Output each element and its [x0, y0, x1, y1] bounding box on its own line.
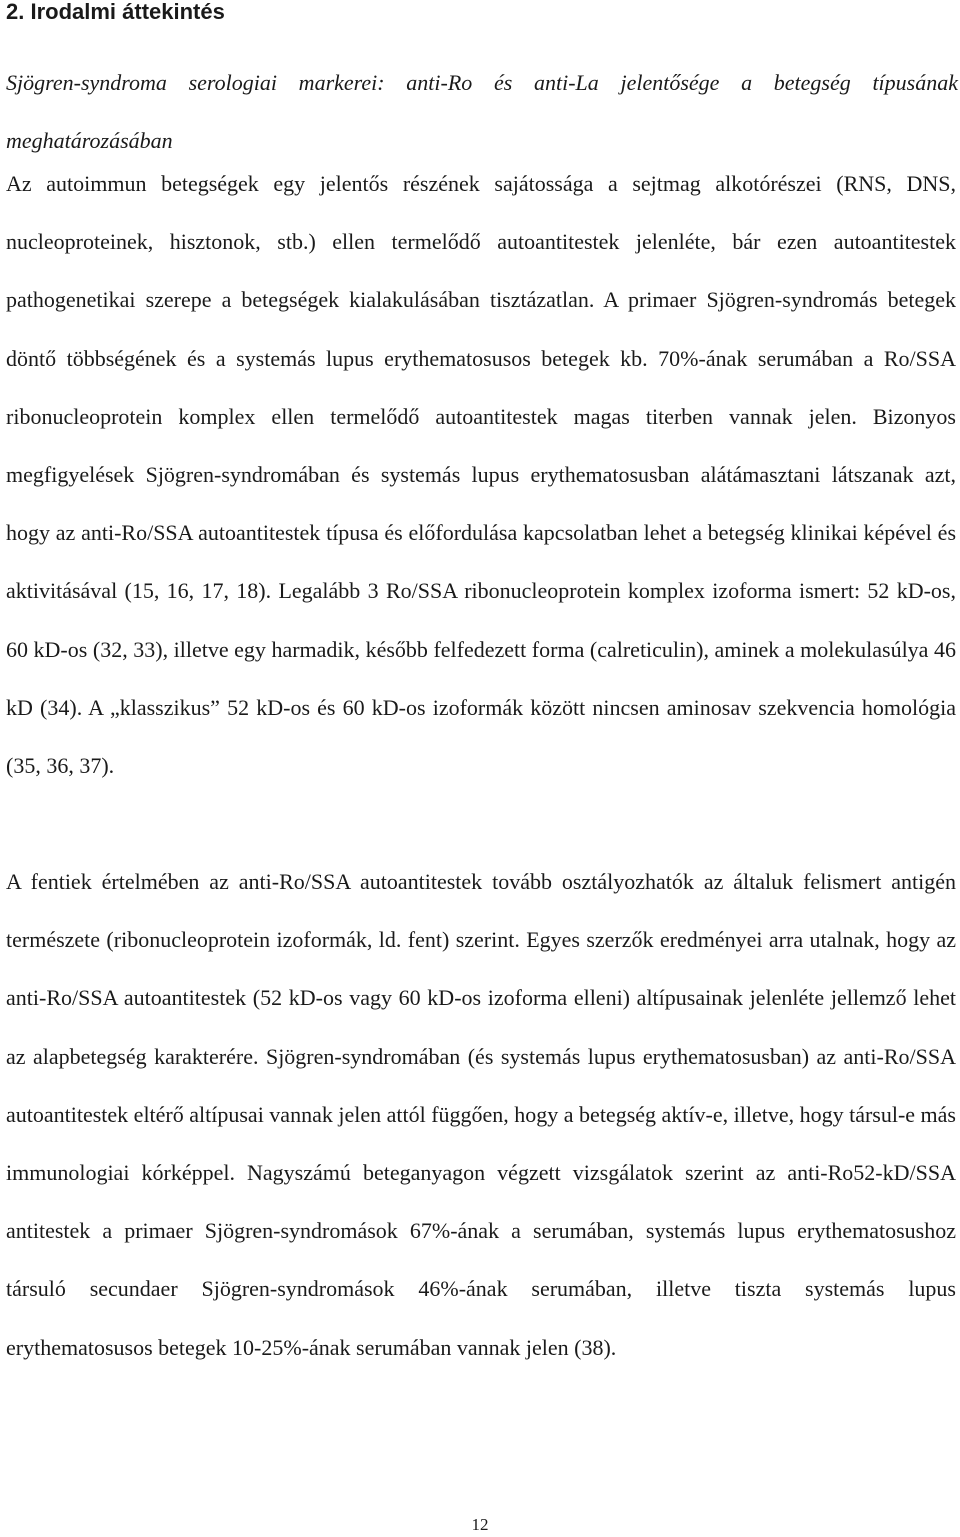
body-paragraph-1: Az autoimmun betegségek egy jelentős részének sajátossága a sejtmag alkotórészei (RNS, DNS, nucleoproteinek, hisztonok, stb.) ellen termelődő autoantitestek jelenléte, bár ezen autoantitestek pathogenetikai szerepe a betegségek kialakulásában tisztázatlan. A primaer Sjögren-syndromás betegek döntő többségének és a systemás lupus erythematosusos betegek kb. 70%-ának serumában a Ro/SSA ribonucleoprotein komplex ellen termelődő autoantitestek magas titerben vannak jelen. Bizonyos megfigyelések Sjögren-syndromában és systemás lupus erythematosusban alátámasztani látszanak azt, hogy az anti-Ro/SSA autoantitestek típusa és előfordulása kapcsolatban lehet a betegség klinikai képével és aktivitásával (15, 16, 17, 18). Legalább 3 Ro/SSA ribonucleoprotein komplex izoforma ismert: 52 kD-os, 60 kD-os (32, 33), illetve egy harmadik, később felfedezett forma (calreticulin), aminek a molekulasúlya 46 kD (34). A „klasszikus” 52 kD-os és 60 kD-os izoformák között nincsen aminosav szekvencia homológia (35, 36, 37).	[6, 171, 956, 779]
page-number: 12	[471, 1515, 489, 1534]
section-heading: 2. Irodalmi áttekintés	[6, 0, 225, 24]
body-paragraph-2: A fentiek értelmében az anti-Ro/SSA autoantitestek tovább osztályozhatók az általuk felismert antigén természete (ribonucleoprotein izoformák, ld. fent) szerint. Egyes szerzők eredményei arra utalnak, hogy az anti-Ro/SSA autoantitestek (52 kD-os vagy 60 kD-os izoforma elleni) altípusainak jelenléte jellemző lehet az alapbetegség karakterére. Sjögren-syndromában (és systemás lupus erythematosusban) az anti-Ro/SSA autoantitestek eltérő altípusai vannak jelen attól függően, hogy a betegség aktív-e, illetve, hogy társul-e más immunologiai kórképpel. Nagyszámú beteganyagon végzett vizsgálatok szerint az anti-Ro52-kD/SSA antitestek a primaer Sjögren-syndromások 67%-ának a serumában, systemás lupus erythematosushoz társuló secundaer Sjögren-syndromások 46%-ának serumában, illetve tiszta systemás lupus erythematosusos betegek 10-25%-ának serumában vannak jelen (38).	[6, 869, 956, 1360]
section-subtitle: Sjögren-syndroma serologiai markerei: anti-Ro és anti-La jelentősége a betegség típusának meghatározásában	[6, 70, 958, 153]
